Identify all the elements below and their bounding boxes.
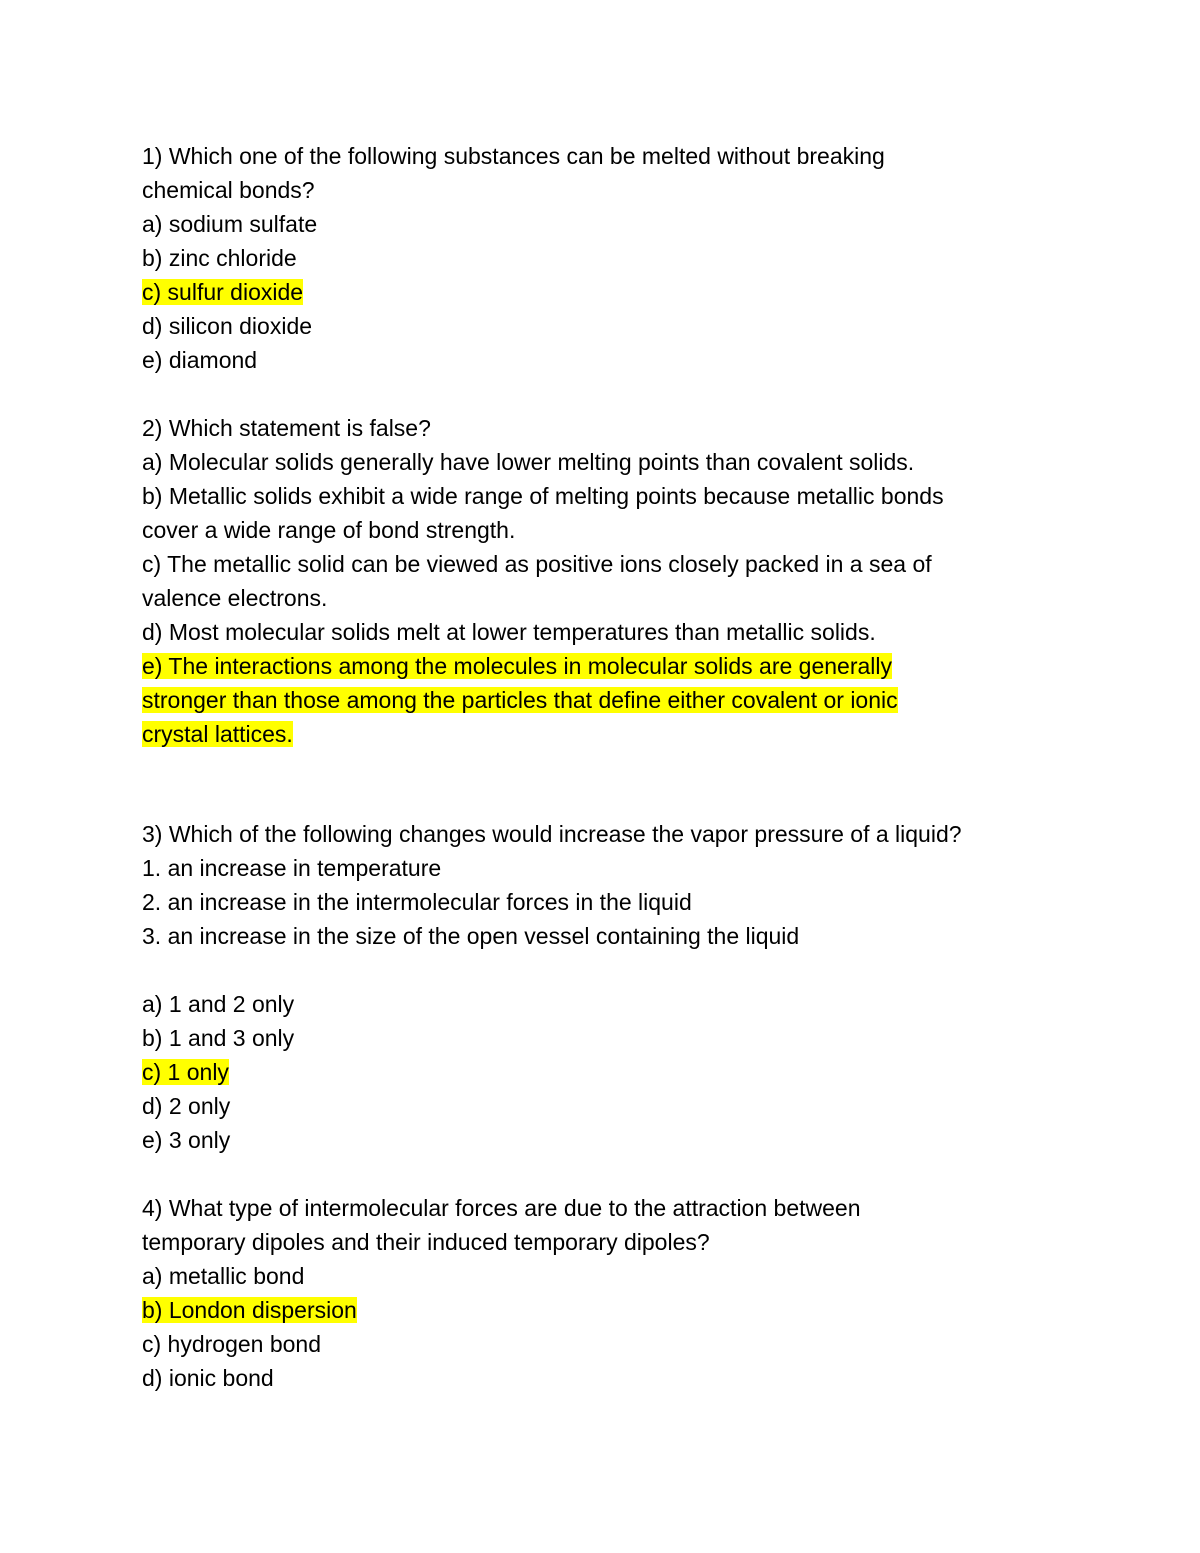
question-4-option-a: a) metallic bond [142,1263,305,1289]
answer-highlight: b) London dispersion [142,1297,357,1323]
spacer [142,1157,1082,1191]
question-3-statement-1: 1. an increase in temperature [142,855,442,881]
question-2 [142,411,1082,751]
question-2-option-c-line-1: c) The metallic solid can be viewed as positive ions closely packed in a sea of [142,551,932,577]
question-4-option-c: c) hydrogen bond [142,1331,322,1357]
answer-highlight: c) 1 only [142,1059,229,1085]
answer-highlight: stronger than those among the particles that define either covalent or ionic [142,687,898,713]
question-1-option-b: b) zinc chloride [142,245,297,271]
question-4-option-b-answer [142,1293,1082,1327]
question-3-option-d: d) 2 only [142,1093,231,1119]
question-2-option-e-answer-line-2 [142,683,1082,717]
question-1-option-d: d) silicon dioxide [142,313,313,339]
question-4-option-d: d) ionic bond [142,1365,274,1391]
question-1-stem-line-2: chemical bonds? [142,177,315,203]
spacer [142,751,1082,817]
question-2-option-b-line-2: cover a wide range of bond strength. [142,517,516,543]
question-1-stem-line-1: 1) Which one of the following substances can be melted without breaking [142,143,885,169]
question-2-option-e-answer-line-1 [142,649,1082,683]
question-2-stem: 2) Which statement is false? [142,415,431,441]
question-2-option-e-answer-line-3 [142,717,1082,751]
question-1 [142,139,1082,377]
question-2-option-d: d) Most molecular solids melt at lower temperatures than metallic solids. [142,619,876,645]
answer-highlight: crystal lattices. [142,721,293,747]
question-3 [142,817,1082,1157]
answer-highlight: c) sulfur dioxide [142,279,304,305]
question-3-option-c-answer [142,1055,1082,1089]
question-3-option-e: e) 3 only [142,1127,231,1153]
question-3-statement-2: 2. an increase in the intermolecular forces in the liquid [142,889,692,915]
question-1-option-a: a) sodium sulfate [142,211,318,237]
spacer [142,377,1082,411]
question-4-stem-line-1: 4) What type of intermolecular forces are due to the attraction between [142,1195,861,1221]
question-2-option-a: a) Molecular solids generally have lower melting points than covalent solids. [142,449,915,475]
question-3-option-a: a) 1 and 2 only [142,991,295,1017]
question-3-statement-3: 3. an increase in the size of the open vessel containing the liquid [142,923,800,949]
answer-highlight: e) The interactions among the molecules in molecular solids are generally [142,653,893,679]
question-2-option-c-line-2: valence electrons. [142,585,328,611]
question-4-stem-line-2: temporary dipoles and their induced temporary dipoles? [142,1229,710,1255]
question-2-option-b-line-1: b) Metallic solids exhibit a wide range of melting points because metallic bonds [142,483,944,509]
question-4 [142,1191,1082,1395]
quiz-content [142,139,1082,1395]
question-3-stem: 3) Which of the following changes would increase the vapor pressure of a liquid? [142,821,962,847]
question-3-option-b: b) 1 and 3 only [142,1025,295,1051]
question-1-option-e: e) diamond [142,347,258,373]
question-1-option-c-answer [142,275,1082,309]
spacer [142,953,1082,987]
